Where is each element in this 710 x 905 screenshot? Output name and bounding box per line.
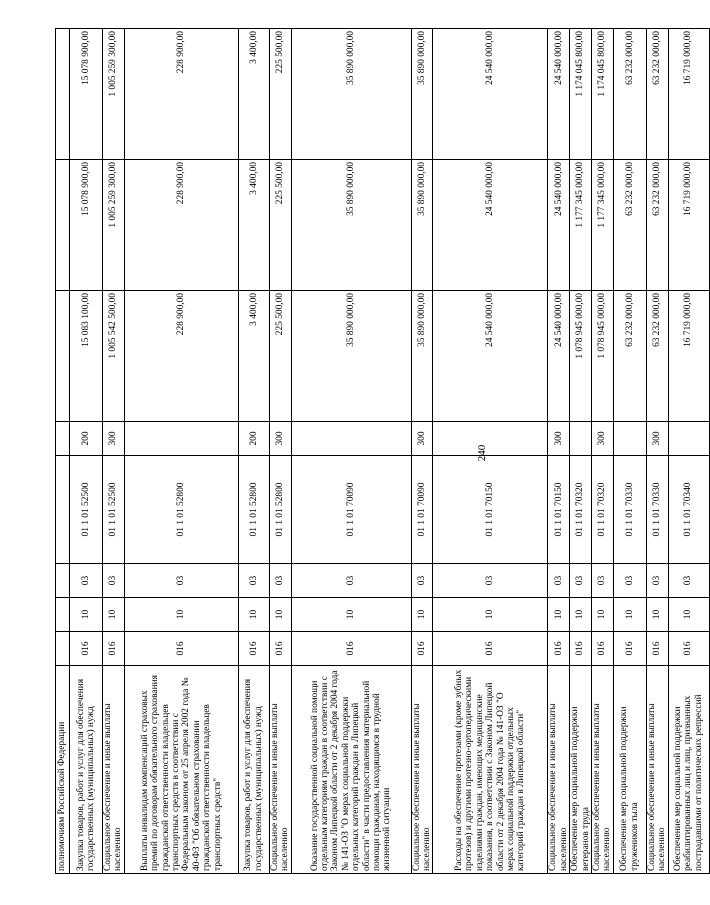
- amount-year-2: 24 540 000,00: [433, 160, 548, 291]
- row-name: Социальное обеспечение и иные выплаты населению: [269, 666, 291, 874]
- section-code: 10: [269, 598, 291, 632]
- amount-year-3: 35 890 000,00: [411, 29, 433, 160]
- admin-code: 016: [70, 632, 103, 666]
- expense-type-code: 300: [592, 422, 614, 456]
- row-name: Закупка товаров, работ и услуг для обеспечения государственных (муниципальных) нужд: [70, 666, 103, 874]
- amount-year-3: 1 005 259 300,00: [103, 29, 125, 160]
- subsection-code: 03: [124, 564, 238, 598]
- table-row: [668, 29, 709, 874]
- amount-year-2: 35 890 000,00: [291, 160, 411, 291]
- table-row: [613, 29, 646, 874]
- amount-year-3: 24 540 000,00: [433, 29, 548, 160]
- amount-year-1: 15 083 100,00: [70, 291, 103, 422]
- table-row: [646, 29, 668, 874]
- row-name: Социальное обеспечение и иные выплаты населению: [592, 666, 614, 874]
- admin-code: [56, 632, 70, 666]
- expense-type-code: 300: [103, 422, 125, 456]
- amount-year-2: 1 005 259 300,00: [103, 160, 125, 291]
- budget-table-rotated: [55, 29, 710, 874]
- table-row: [291, 29, 411, 874]
- amount-year-2: 225 500,00: [269, 160, 291, 291]
- amount-year-3: 225 500,00: [269, 29, 291, 160]
- row-name: Обеспечение мер социальной поддержки тружеников тыла: [613, 666, 646, 874]
- amount-year-2: 1 177 345 000,00: [570, 160, 592, 291]
- subsection-code: 03: [70, 564, 103, 598]
- target-article-code: 01 1 01 70330: [646, 456, 668, 564]
- target-article-code: 01 1 01 70090: [411, 456, 433, 564]
- amount-year-1: 3 400,00: [238, 291, 269, 422]
- table-row: [269, 29, 291, 874]
- subsection-code: 03: [433, 564, 548, 598]
- target-article-code: 01 1 01 70330: [613, 456, 646, 564]
- row-name: Социальное обеспечение и иные выплаты населению: [646, 666, 668, 874]
- subsection-code: 03: [411, 564, 433, 598]
- amount-year-3: 24 540 000,00: [548, 29, 570, 160]
- table-row: [570, 29, 592, 874]
- amount-year-1: 63 232 000,00: [646, 291, 668, 422]
- row-name: Выплаты инвалидам компенсаций страховых премий по договорам обязательного страхования гражданской ответственности владельцев транспортных средств в соответствии с Федеральным законом от 25 апреля 2002 года № 40-ФЗ "Об обязательном страховании гражданской ответственности владельцев транспортных средств": [124, 666, 238, 874]
- table-row: [433, 29, 548, 874]
- admin-code: 016: [570, 632, 592, 666]
- expense-type-code: 300: [548, 422, 570, 456]
- expense-type-code: [56, 422, 70, 456]
- admin-code: 016: [291, 632, 411, 666]
- target-article-code: [56, 456, 70, 564]
- target-article-code: 01 1 01 70090: [291, 456, 411, 564]
- amount-year-2: 1 177 345 000,00: [592, 160, 614, 291]
- table-row: [411, 29, 433, 874]
- section-code: 10: [548, 598, 570, 632]
- target-article-code: 01 1 01 52800: [124, 456, 238, 564]
- row-name: Расходы на обеспечение протезами (кроме зубных протезов) и другими протезно-ортопедическими изделиями граждан, имеющих медицинские показания, в соответствии с Законом Липецкой области от 2 декабря 2004 года № 141-ОЗ "О мерах социальной поддержки отдельных категорий граждан в Липецкой области": [433, 666, 548, 874]
- amount-year-2: 24 540 000,00: [548, 160, 570, 291]
- expense-type-code: [291, 422, 411, 456]
- amount-year-1: 1 078 945 000,00: [570, 291, 592, 422]
- amount-year-2: 16 719 000,00: [668, 160, 709, 291]
- admin-code: 016: [103, 632, 125, 666]
- amount-year-2: 3 400,00: [238, 160, 269, 291]
- amount-year-1: 225 500,00: [269, 291, 291, 422]
- table-row: [548, 29, 570, 874]
- row-name: полномочиям Российской Федерации: [56, 666, 70, 874]
- admin-code: 016: [646, 632, 668, 666]
- amount-year-3: [56, 29, 70, 160]
- amount-year-3: 228 900,00: [124, 29, 238, 160]
- expense-type-code: 300: [269, 422, 291, 456]
- admin-code: 016: [433, 632, 548, 666]
- amount-year-3: 1 174 045 800,00: [570, 29, 592, 160]
- table-row: [70, 29, 103, 874]
- amount-year-1: 24 540 000,00: [548, 291, 570, 422]
- subsection-code: 03: [269, 564, 291, 598]
- row-name: Обеспечение мер социальной поддержки реабилитированных лиц и лиц, признанных пострадавшими от политических репрессий: [668, 666, 709, 874]
- expense-type-code: 200: [238, 422, 269, 456]
- expense-type-code: [570, 422, 592, 456]
- expense-type-code: 300: [646, 422, 668, 456]
- section-code: 10: [70, 598, 103, 632]
- target-article-code: 01 1 01 70320: [592, 456, 614, 564]
- subsection-code: 03: [646, 564, 668, 598]
- amount-year-1: 16 719 000,00: [668, 291, 709, 422]
- subsection-code: [56, 564, 70, 598]
- amount-year-2: 15 078 900,00: [70, 160, 103, 291]
- budget-table: [55, 28, 710, 874]
- expense-type-code: 300: [411, 422, 433, 456]
- admin-code: 016: [269, 632, 291, 666]
- subsection-code: 03: [548, 564, 570, 598]
- admin-code: 016: [124, 632, 238, 666]
- subsection-code: 03: [570, 564, 592, 598]
- row-name: Социальное обеспечение и иные выплаты населению: [411, 666, 433, 874]
- target-article-code: 01 1 01 52500: [70, 456, 103, 564]
- section-code: 10: [433, 598, 548, 632]
- table-row: [592, 29, 614, 874]
- expense-type-code: [433, 422, 548, 456]
- admin-code: 016: [548, 632, 570, 666]
- admin-code: 016: [411, 632, 433, 666]
- target-article-code: 01 1 01 70150: [433, 456, 548, 564]
- section-code: 10: [668, 598, 709, 632]
- admin-code: 016: [613, 632, 646, 666]
- admin-code: 016: [238, 632, 269, 666]
- amount-year-1: 228 900,00: [124, 291, 238, 422]
- expense-type-code: 200: [70, 422, 103, 456]
- amount-year-1: 35 890 000,00: [291, 291, 411, 422]
- amount-year-1: 1 078 945 000,00: [592, 291, 614, 422]
- target-article-code: 01 1 01 70150: [548, 456, 570, 564]
- section-code: 10: [291, 598, 411, 632]
- amount-year-2: 35 890 000,00: [411, 160, 433, 291]
- amount-year-1: [56, 291, 70, 422]
- amount-year-1: 1 005 542 500,00: [103, 291, 125, 422]
- section-code: 10: [124, 598, 238, 632]
- amount-year-2: 63 232 000,00: [613, 160, 646, 291]
- row-name: Социальное обеспечение и иные выплаты населению: [548, 666, 570, 874]
- amount-year-2: 63 232 000,00: [646, 160, 668, 291]
- section-code: 10: [646, 598, 668, 632]
- amount-year-3: 15 078 900,00: [70, 29, 103, 160]
- subsection-code: 03: [668, 564, 709, 598]
- amount-year-2: [56, 160, 70, 291]
- section-code: 10: [103, 598, 125, 632]
- table-row: [56, 29, 70, 874]
- section-code: [56, 598, 70, 632]
- amount-year-3: 16 719 000,00: [668, 29, 709, 160]
- expense-type-code: [124, 422, 238, 456]
- page-number: 240: [476, 444, 488, 462]
- section-code: 10: [592, 598, 614, 632]
- amount-year-3: 35 890 000,00: [291, 29, 411, 160]
- admin-code: 016: [668, 632, 709, 666]
- row-name: Обеспечение мер социальной поддержки ветеранов труда: [570, 666, 592, 874]
- amount-year-3: 3 400,00: [238, 29, 269, 160]
- amount-year-3: 1 174 045 800,00: [592, 29, 614, 160]
- subsection-code: 03: [592, 564, 614, 598]
- table-row: [103, 29, 125, 874]
- section-code: 10: [238, 598, 269, 632]
- table-row: [238, 29, 269, 874]
- subsection-code: 03: [613, 564, 646, 598]
- amount-year-1: 24 540 000,00: [433, 291, 548, 422]
- section-code: 10: [570, 598, 592, 632]
- target-article-code: 01 1 01 52500: [103, 456, 125, 564]
- admin-code: 016: [592, 632, 614, 666]
- amount-year-1: 35 890 000,00: [411, 291, 433, 422]
- expense-type-code: [613, 422, 646, 456]
- amount-year-3: 63 232 000,00: [613, 29, 646, 160]
- subsection-code: 03: [103, 564, 125, 598]
- expense-type-code: [668, 422, 709, 456]
- section-code: 10: [411, 598, 433, 632]
- target-article-code: 01 1 01 70340: [668, 456, 709, 564]
- row-name: Социальное обеспечение и иные выплаты населению: [103, 666, 125, 874]
- target-article-code: 01 1 01 52800: [269, 456, 291, 564]
- amount-year-2: 228 900,00: [124, 160, 238, 291]
- section-code: 10: [613, 598, 646, 632]
- subsection-code: 03: [238, 564, 269, 598]
- row-name: Закупка товаров, работ и услуг для обеспечения государственных (муниципальных) нужд: [238, 666, 269, 874]
- amount-year-1: 63 232 000,00: [613, 291, 646, 422]
- table-row: [124, 29, 238, 874]
- target-article-code: 01 1 01 70320: [570, 456, 592, 564]
- row-name: Оказание государственной социальной помощи отдельным категориям граждан в соответствии с Законом Липецкой области от 2 декабря 2004 года № 141-ОЗ "О мерах социальной поддержки отдельных категорий граждан в Липецкой области" в части предоставления материальной помощи гражданам, находящимся в трудной жизненной ситуации: [291, 666, 411, 874]
- target-article-code: 01 1 01 52800: [238, 456, 269, 564]
- amount-year-3: 63 232 000,00: [646, 29, 668, 160]
- subsection-code: 03: [291, 564, 411, 598]
